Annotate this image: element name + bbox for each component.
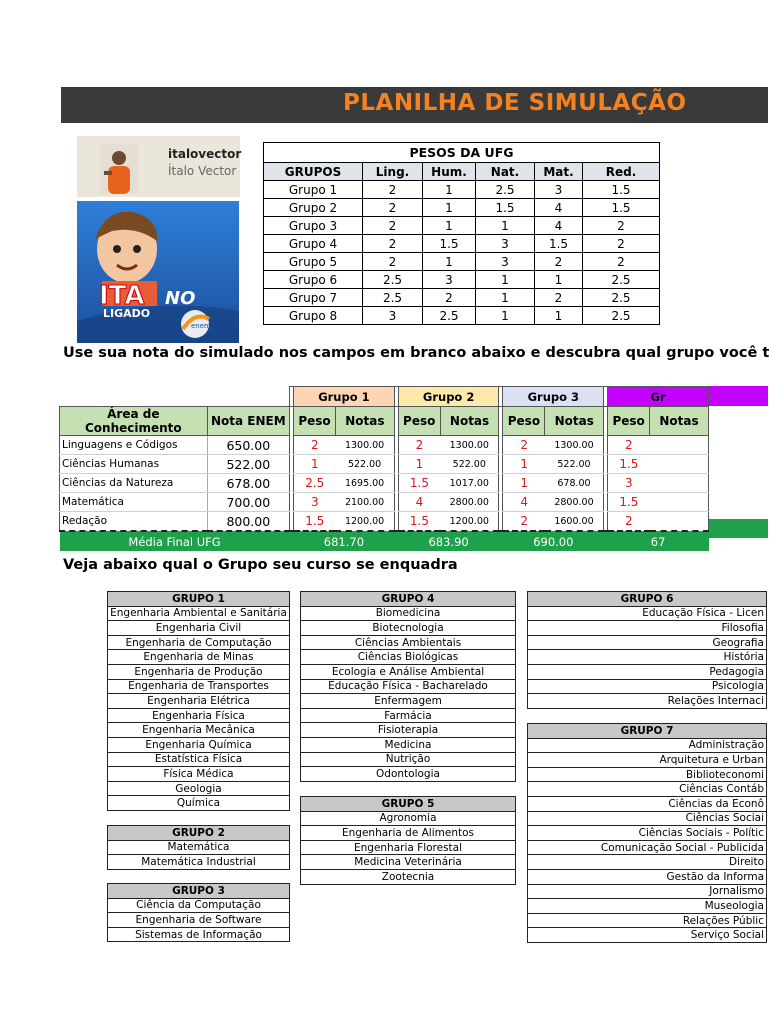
peso-cell: 1 (503, 474, 545, 493)
course-row (301, 767, 516, 782)
weights-cell: 3 (423, 271, 476, 289)
course-name: Engenharia de Software (108, 913, 290, 928)
peso-cell: 3 (608, 474, 650, 493)
final-value: 683.90 (398, 531, 499, 551)
course-name: Engenharia de Alimentos (301, 826, 516, 841)
course-row (108, 694, 290, 709)
notas-cell (650, 436, 709, 455)
weights-cell: 4 (535, 217, 583, 235)
weights-cell: 2 (363, 217, 423, 235)
peso-cell: 2 (608, 512, 650, 532)
area-cell: Matemática (60, 493, 208, 512)
weights-cell: 1 (476, 217, 535, 235)
group-list-title: GRUPO 3 (108, 884, 290, 899)
notas-cell: 1300.00 (440, 436, 499, 455)
course-name: Gestão da Informa (528, 869, 767, 884)
weights-row (264, 253, 660, 271)
course-name: Direito (528, 855, 767, 870)
course-row (301, 650, 516, 665)
final-row (60, 531, 709, 551)
weights-cell: Grupo 3 (264, 217, 363, 235)
peso-cell: 1.5 (608, 455, 650, 474)
peso-cell: 1.5 (294, 512, 336, 532)
course-name: Biotecnologia (301, 621, 516, 636)
course-name: Fisioterapia (301, 723, 516, 738)
weights-cell: 2.5 (476, 181, 535, 199)
course-name: Educação Física - Licen (528, 606, 767, 621)
notas-header: Notas (545, 407, 604, 436)
weights-cell: 1.5 (535, 235, 583, 253)
course-name: Engenharia Civil (108, 621, 290, 636)
weights-cell: 2 (583, 217, 660, 235)
area-cell: Ciências Humanas (60, 455, 208, 474)
course-row (108, 606, 290, 621)
course-row (301, 694, 516, 709)
course-name: Ciências da Econô (528, 796, 767, 811)
simulation-row (60, 436, 709, 455)
weights-cell: Grupo 5 (264, 253, 363, 271)
poster-enem-text: enem (191, 322, 211, 330)
course-name: Administração (528, 738, 767, 753)
weights-cell: Grupo 7 (264, 289, 363, 307)
weights-header: Hum. (423, 163, 476, 181)
course-row (108, 723, 290, 738)
group-list-header (108, 826, 290, 841)
group-list-header (528, 724, 767, 739)
peso-cell: 4 (503, 493, 545, 512)
notas-cell: 2800.00 (545, 493, 604, 512)
peso-cell: 1 (503, 455, 545, 474)
course-name: Pedagogia (528, 664, 767, 679)
weights-cell: 2 (363, 199, 423, 217)
weights-cell: 3 (476, 235, 535, 253)
weights-cell: 1.5 (476, 199, 535, 217)
weights-row (264, 307, 660, 325)
course-name: Estatística Física (108, 752, 290, 767)
column-header-row (60, 407, 709, 436)
group6-courses (527, 591, 767, 709)
weights-row (264, 199, 660, 217)
course-row (301, 664, 516, 679)
course-name: Ciências Sociais - Polític (528, 826, 767, 841)
course-row (301, 621, 516, 636)
weights-cell: 1 (423, 181, 476, 199)
course-name: Zootecnia (301, 869, 516, 884)
notas-cell: 1017.00 (440, 474, 499, 493)
group-header: Grupo 1 (294, 387, 395, 407)
weights-cell: 1.5 (423, 235, 476, 253)
course-row (528, 635, 767, 650)
weights-cell: 1.5 (583, 199, 660, 217)
peso-cell: 2 (503, 436, 545, 455)
final-value: 681.70 (294, 531, 395, 551)
weights-cell: 1.5 (583, 181, 660, 199)
poster-no-text: NO (165, 288, 196, 309)
weights-cell: 2.5 (363, 271, 423, 289)
weights-cell: 1 (476, 307, 535, 325)
course-row (528, 826, 767, 841)
notas-cell: 1695.00 (335, 474, 394, 493)
nota-enem-input[interactable]: 700.00 (207, 493, 289, 512)
nota-header: Nota ENEM (207, 407, 289, 436)
course-name: Jornalismo (528, 884, 767, 899)
course-row (528, 855, 767, 870)
group-list-title: GRUPO 2 (108, 826, 290, 841)
weights-cell: 1 (535, 307, 583, 325)
course-row (108, 927, 290, 942)
group-list-header (108, 592, 290, 607)
notas-header: Notas (440, 407, 499, 436)
course-row (301, 752, 516, 767)
weights-cell: 2 (363, 181, 423, 199)
weights-cell: 2.5 (583, 271, 660, 289)
course-name: Enfermagem (301, 694, 516, 709)
peso-cell: 1.5 (398, 512, 440, 532)
course-row (528, 782, 767, 797)
course-row (528, 767, 767, 782)
course-row (301, 855, 516, 870)
course-row (528, 694, 767, 709)
course-name: Física Médica (108, 767, 290, 782)
group-list-heading: Veja abaixo qual o Grupo seu curso se enquadra (63, 557, 458, 573)
course-name: Serviço Social (528, 928, 767, 943)
simulation-table (59, 386, 709, 551)
course-row (528, 913, 767, 928)
group-list-header (528, 592, 767, 607)
weights-header: GRUPOS (264, 163, 363, 181)
nota-enem-input[interactable]: 650.00 (207, 436, 289, 455)
course-name: Geografia (528, 635, 767, 650)
peso-header: Peso (398, 407, 440, 436)
group6-clip (527, 591, 764, 721)
weights-cell: Grupo 2 (264, 199, 363, 217)
final-row-strip (709, 519, 768, 538)
course-row (528, 650, 767, 665)
peso-cell: 2 (503, 512, 545, 532)
notas-cell: 678.00 (545, 474, 604, 493)
notas-cell: 1200.00 (335, 512, 394, 532)
course-row (528, 869, 767, 884)
weights-cell: 3 (535, 181, 583, 199)
area-cell: Ciências da Natureza (60, 474, 208, 493)
course-row (108, 840, 290, 855)
course-name: Matemática (108, 840, 290, 855)
course-name: Geologia (108, 781, 290, 796)
course-name: Engenharia Mecânica (108, 723, 290, 738)
group-header: Grupo 3 (503, 387, 604, 407)
group-list-header (301, 592, 516, 607)
weights-cell: 2 (535, 253, 583, 271)
peso-cell: 1.5 (398, 474, 440, 493)
course-row (528, 679, 767, 694)
course-row (528, 606, 767, 621)
nota-enem-input[interactable]: 522.00 (207, 455, 289, 474)
course-row (108, 708, 290, 723)
peso-cell: 2 (608, 436, 650, 455)
course-name: Ciências Sociai (528, 811, 767, 826)
course-name: Arquitetura e Urban (528, 753, 767, 768)
simulation-row (60, 493, 709, 512)
group-list-header (301, 797, 516, 812)
course-name: Educação Física - Bacharelado (301, 679, 516, 694)
course-name: Relações Internaci (528, 694, 767, 709)
page-title: PLANILHA DE SIMULAÇÃO (343, 90, 687, 116)
group5-courses (300, 796, 516, 885)
course-name: Medicina (301, 737, 516, 752)
weights-cell: 2 (583, 253, 660, 271)
course-row (301, 811, 516, 826)
course-row (108, 635, 290, 650)
course-name: Engenharia Química (108, 737, 290, 752)
course-name: Filosofia (528, 621, 767, 636)
course-name: Nutrição (301, 752, 516, 767)
group-list-title: GRUPO 1 (108, 592, 290, 607)
course-name: Relações Públic (528, 913, 767, 928)
course-row (301, 869, 516, 884)
peso-cell: 1 (294, 455, 336, 474)
course-row (108, 767, 290, 782)
course-name: Engenharia Elétrica (108, 694, 290, 709)
course-row (528, 621, 767, 636)
course-row (108, 752, 290, 767)
area-header: Área de Conhecimento (60, 407, 208, 436)
group-header-row (60, 387, 709, 407)
course-row (301, 635, 516, 650)
course-name: Farmácia (301, 708, 516, 723)
group7-clip (527, 723, 764, 945)
course-row (108, 664, 290, 679)
weights-cell: 2.5 (583, 289, 660, 307)
weights-cell: 1 (423, 217, 476, 235)
course-name: Odontologia (301, 767, 516, 782)
group-header: Grupo 2 (398, 387, 499, 407)
course-row (301, 708, 516, 723)
notas-header: Notas (650, 407, 709, 436)
notas-cell: 1600.00 (545, 512, 604, 532)
weights-cell: 1 (423, 253, 476, 271)
course-row (528, 753, 767, 768)
course-row (301, 723, 516, 738)
notas-cell: 522.00 (545, 455, 604, 474)
course-name: Psicologia (528, 679, 767, 694)
nota-enem-input[interactable]: 678.00 (207, 474, 289, 493)
area-cell: Linguagens e Códigos (60, 436, 208, 455)
logo-subtitle: Ítalo Vector (168, 164, 237, 178)
course-name: Matemática Industrial (108, 855, 290, 870)
course-row (108, 796, 290, 811)
notas-header: Notas (335, 407, 394, 436)
course-row (528, 928, 767, 943)
course-row (528, 884, 767, 899)
weights-cell: 2.5 (423, 307, 476, 325)
group-list-title: GRUPO 4 (301, 592, 516, 607)
notas-cell (650, 474, 709, 493)
weights-cell: 1 (423, 199, 476, 217)
course-name: Engenharia de Minas (108, 650, 290, 665)
weights-header: Ling. (363, 163, 423, 181)
course-name: Biblioteconomi (528, 767, 767, 782)
course-row (528, 840, 767, 855)
simulation-row (60, 474, 709, 493)
course-name: Engenharia de Transportes (108, 679, 290, 694)
course-name: Engenharia de Computação (108, 635, 290, 650)
group-list-title: GRUPO 7 (528, 724, 767, 739)
weights-cell: 2.5 (583, 307, 660, 325)
course-row (108, 679, 290, 694)
course-name: História (528, 650, 767, 665)
nota-enem-input[interactable]: 800.00 (207, 512, 289, 532)
notas-cell: 1300.00 (335, 436, 394, 455)
weights-cell: 2 (535, 289, 583, 307)
course-name: Sistemas de Informação (108, 927, 290, 942)
weights-cell: 4 (535, 199, 583, 217)
weights-cell: 1 (535, 271, 583, 289)
peso-cell: 3 (294, 493, 336, 512)
weights-cell: Grupo 8 (264, 307, 363, 325)
group-list-title: GRUPO 6 (528, 592, 767, 607)
course-name: Engenharia Física (108, 708, 290, 723)
group4-courses (300, 591, 516, 782)
area-cell: Redação (60, 512, 208, 532)
final-label: Média Final UFG (60, 531, 290, 551)
course-row (108, 898, 290, 913)
peso-cell: 2.5 (294, 474, 336, 493)
weights-row (264, 217, 660, 235)
peso-cell: 1 (398, 455, 440, 474)
group-header: Gr (608, 387, 709, 407)
italovector-logo (77, 136, 240, 197)
weights-header: Nat. (476, 163, 535, 181)
course-row (528, 738, 767, 753)
peso-cell: 4 (398, 493, 440, 512)
final-value: 67 (608, 531, 709, 551)
course-row (108, 781, 290, 796)
weights-header: Mat. (535, 163, 583, 181)
poster-ligado-text: LIGADO (103, 307, 151, 320)
person-photo-icon (100, 144, 138, 194)
group1-courses (107, 591, 290, 811)
notas-cell: 522.00 (440, 455, 499, 474)
notas-cell: 1200.00 (440, 512, 499, 532)
course-name: Engenharia Florestal (301, 840, 516, 855)
peso-cell: 2 (294, 436, 336, 455)
course-row (528, 811, 767, 826)
course-row (108, 650, 290, 665)
weights-cell: 1 (476, 289, 535, 307)
group3-courses (107, 883, 290, 942)
course-row (108, 737, 290, 752)
course-row (108, 855, 290, 870)
weights-row (264, 235, 660, 253)
peso-cell: 2 (398, 436, 440, 455)
peso-header: Peso (294, 407, 336, 436)
group7-courses (527, 723, 767, 943)
weights-cell: 2 (363, 235, 423, 253)
course-row (301, 826, 516, 841)
course-name: Biomedicina (301, 606, 516, 621)
simulation-row (60, 512, 709, 532)
weights-cell: 2 (423, 289, 476, 307)
course-name: Ecologia e Análise Ambiental (301, 664, 516, 679)
course-row (301, 737, 516, 752)
notas-cell (650, 512, 709, 532)
weights-cell: 2 (583, 235, 660, 253)
notas-cell (650, 493, 709, 512)
course-row (528, 899, 767, 914)
notas-cell: 2800.00 (440, 493, 499, 512)
course-name: Ciência da Computação (108, 898, 290, 913)
course-row (301, 679, 516, 694)
weights-header: Red. (583, 163, 660, 181)
simulation-row (60, 455, 709, 474)
logo-name: italovector (168, 147, 242, 161)
weights-cell: 1 (476, 271, 535, 289)
group4-header-strip (709, 386, 768, 406)
ita-no-enem-poster (77, 201, 239, 343)
course-name: Agronomia (301, 811, 516, 826)
weights-row (264, 271, 660, 289)
course-name: Medicina Veterinária (301, 855, 516, 870)
title-banner (61, 87, 768, 123)
course-name: Comunicação Social - Publicida (528, 840, 767, 855)
course-row (108, 913, 290, 928)
group-list-title: GRUPO 5 (301, 797, 516, 812)
group2-courses (107, 825, 290, 870)
course-name: Engenharia de Produção (108, 664, 290, 679)
course-name: Química (108, 796, 290, 811)
course-name: Engenharia Ambiental e Sanitária (108, 606, 290, 621)
weights-cell: 3 (363, 307, 423, 325)
weights-cell: Grupo 1 (264, 181, 363, 199)
course-row (528, 664, 767, 679)
notas-cell (650, 455, 709, 474)
notas-cell: 522.00 (335, 455, 394, 474)
course-row (301, 840, 516, 855)
simulation-area (59, 386, 709, 549)
weights-caption: PESOS DA UFG (264, 143, 660, 163)
weights-cell: Grupo 4 (264, 235, 363, 253)
weights-row (264, 181, 660, 199)
weights-table (263, 142, 660, 325)
course-name: Ciências Ambientais (301, 635, 516, 650)
course-row (301, 606, 516, 621)
course-name: Museologia (528, 899, 767, 914)
course-name: Ciências Contáb (528, 782, 767, 797)
course-name: Ciências Biológicas (301, 650, 516, 665)
weights-cell: Grupo 6 (264, 271, 363, 289)
group-list-header (108, 884, 290, 899)
peso-header: Peso (608, 407, 650, 436)
course-row (528, 796, 767, 811)
weights-header-row (264, 163, 660, 181)
instruction-text: Use sua nota do simulado nos campos em branco abaixo e descubra qual grupo você t (63, 345, 769, 361)
weights-row (264, 289, 660, 307)
peso-header: Peso (503, 407, 545, 436)
weights-cell: 2.5 (363, 289, 423, 307)
weights-cell: 2 (363, 253, 423, 271)
weights-cell: 3 (476, 253, 535, 271)
notas-cell: 2100.00 (335, 493, 394, 512)
course-row (108, 621, 290, 636)
poster-ita-text: ITA (99, 281, 145, 311)
final-value: 690.00 (503, 531, 604, 551)
peso-cell: 1.5 (608, 493, 650, 512)
notas-cell: 1300.00 (545, 436, 604, 455)
